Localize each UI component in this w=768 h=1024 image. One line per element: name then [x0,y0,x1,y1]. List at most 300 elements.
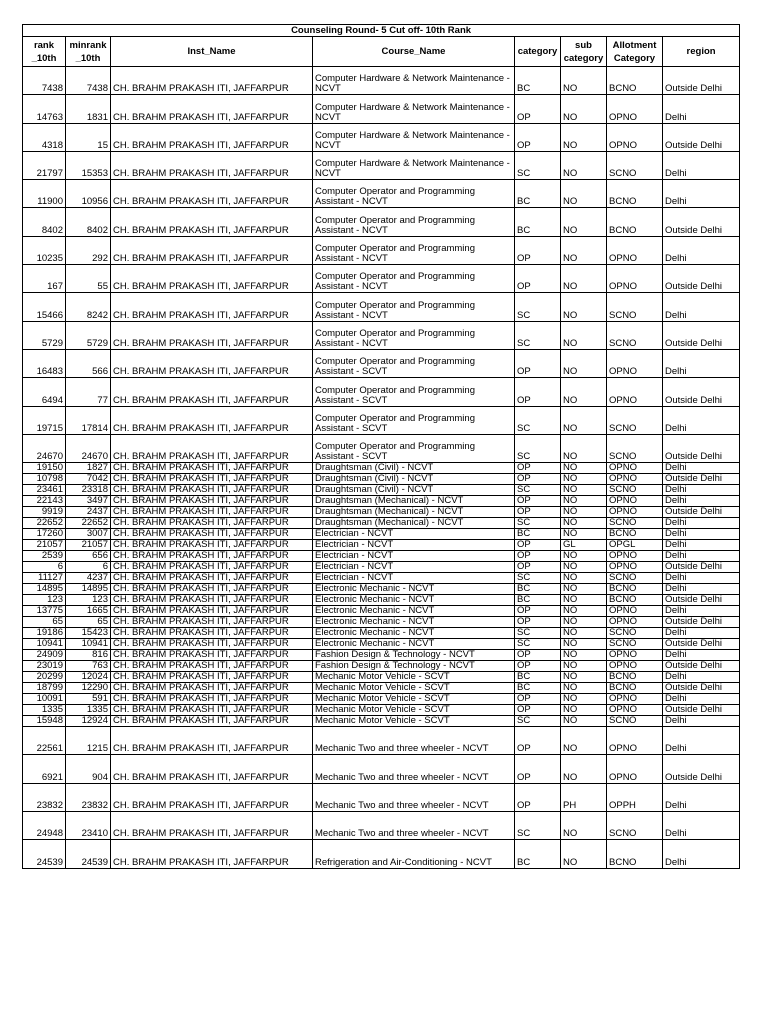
allotment-category-cell: BCNO [607,672,663,683]
allotment-category-cell: OPNO [607,507,663,518]
inst-name-cell: CH. BRAHM PRAKASH ITI, JAFFARPUR [111,265,313,293]
table-row [23,584,740,595]
category-cell: OP [515,650,561,661]
table-row [23,606,740,617]
region-cell: Delhi [663,236,740,264]
region-cell: Delhi [663,406,740,434]
column-header-minrank: minrank _10th [66,37,111,67]
minrank-cell: 12924 [66,716,111,727]
minrank-cell: 123 [66,595,111,606]
minrank-cell: 10956 [66,180,111,208]
region-cell: Delhi [663,496,740,507]
table-row [23,755,740,783]
inst-name-cell: CH. BRAHM PRAKASH ITI, JAFFARPUR [111,540,313,551]
allotment-category-cell: BCNO [607,529,663,540]
inst-name-cell: CH. BRAHM PRAKASH ITI, JAFFARPUR [111,755,313,783]
course-name-cell: Mechanic Two and three wheeler - NCVT [313,783,515,811]
sub-category-cell: NO [561,463,607,474]
minrank-cell: 17814 [66,406,111,434]
category-cell: OP [515,661,561,672]
rank-cell: 167 [23,265,66,293]
category-cell: BC [515,584,561,595]
sub-category-cell: NO [561,406,607,434]
category-cell: BC [515,672,561,683]
minrank-cell: 8402 [66,208,111,236]
rank-cell: 10941 [23,639,66,650]
inst-name-cell: CH. BRAHM PRAKASH ITI, JAFFARPUR [111,727,313,755]
course-name-cell: Computer Operator and Programming Assistant - NCVT [313,293,515,321]
table-row [23,180,740,208]
course-name-cell: Mechanic Two and three wheeler - NCVT [313,727,515,755]
allotment-category-cell: OPNO [607,236,663,264]
region-cell: Delhi [663,349,740,377]
rank-cell: 18799 [23,683,66,694]
rank-cell: 21797 [23,151,66,179]
course-name-cell: Computer Operator and Programming Assistant - NCVT [313,265,515,293]
table-row [23,540,740,551]
region-cell: Delhi [663,694,740,705]
inst-name-cell: CH. BRAHM PRAKASH ITI, JAFFARPUR [111,180,313,208]
category-cell: BC [515,67,561,95]
category-cell: SC [515,485,561,496]
sub-category-cell: PH [561,783,607,811]
course-name-cell: Computer Operator and Programming Assistant - SCVT [313,378,515,406]
rank-cell: 17260 [23,529,66,540]
course-name-cell: Electrician - NCVT [313,551,515,562]
rank-cell: 24909 [23,650,66,661]
category-cell: OP [515,617,561,628]
inst-name-cell: CH. BRAHM PRAKASH ITI, JAFFARPUR [111,474,313,485]
inst-name-cell: CH. BRAHM PRAKASH ITI, JAFFARPUR [111,434,313,462]
category-cell: SC [515,628,561,639]
allotment-category-cell: OPNO [607,551,663,562]
sub-category-cell: NO [561,349,607,377]
allotment-category-cell: SCNO [607,293,663,321]
rank-cell: 24539 [23,840,66,868]
sub-category-cell: NO [561,180,607,208]
region-cell: Outside Delhi [663,474,740,485]
region-cell: Outside Delhi [663,639,740,650]
sub-category-cell: NO [561,485,607,496]
course-name-cell: Electronic Mechanic - NCVT [313,617,515,628]
minrank-cell: 23318 [66,485,111,496]
inst-name-cell: CH. BRAHM PRAKASH ITI, JAFFARPUR [111,349,313,377]
course-name-cell: Computer Operator and Programming Assistant - SCVT [313,349,515,377]
rank-cell: 20299 [23,672,66,683]
region-cell: Delhi [663,650,740,661]
category-cell: SC [515,434,561,462]
course-name-cell: Mechanic Two and three wheeler - NCVT [313,812,515,840]
minrank-cell: 24539 [66,840,111,868]
course-name-cell: Mechanic Motor Vehicle - SCVT [313,716,515,727]
rank-cell: 5729 [23,321,66,349]
category-cell: BC [515,208,561,236]
column-header-sub-category: sub category [561,37,607,67]
rank-cell: 1335 [23,705,66,716]
minrank-cell: 1831 [66,95,111,123]
sub-category-cell: GL [561,540,607,551]
inst-name-cell: CH. BRAHM PRAKASH ITI, JAFFARPUR [111,236,313,264]
allotment-category-cell: BCNO [607,595,663,606]
table-row [23,434,740,462]
course-name-cell: Mechanic Two and three wheeler - NCVT [313,755,515,783]
sub-category-cell: NO [561,529,607,540]
allotment-category-cell: OPNO [607,474,663,485]
category-cell: OP [515,474,561,485]
inst-name-cell: CH. BRAHM PRAKASH ITI, JAFFARPUR [111,783,313,811]
sub-category-cell: NO [561,378,607,406]
minrank-cell: 24670 [66,434,111,462]
category-cell: OP [515,755,561,783]
region-cell: Delhi [663,840,740,868]
course-name-cell: Computer Operator and Programming Assistant - SCVT [313,406,515,434]
region-cell: Delhi [663,628,740,639]
course-name-cell: Refrigeration and Air-Conditioning - NCVT [313,840,515,868]
header-row [23,37,740,67]
region-cell: Outside Delhi [663,321,740,349]
minrank-cell: 6 [66,562,111,573]
course-name-cell: Computer Hardware & Network Maintenance - NCVT [313,67,515,95]
allotment-category-cell: OPNO [607,650,663,661]
minrank-cell: 8242 [66,293,111,321]
allotment-category-cell: OPNO [607,265,663,293]
allotment-category-cell: OPNO [607,755,663,783]
allotment-category-cell: OPNO [607,562,663,573]
rank-cell: 23832 [23,783,66,811]
rank-cell: 7438 [23,67,66,95]
course-name-cell: Computer Operator and Programming Assistant - NCVT [313,180,515,208]
course-name-cell: Electronic Mechanic - NCVT [313,639,515,650]
table-row [23,496,740,507]
sub-category-cell: NO [561,628,607,639]
minrank-cell: 904 [66,755,111,783]
category-cell: SC [515,518,561,529]
minrank-cell: 292 [66,236,111,264]
sub-category-cell: NO [561,716,607,727]
region-cell: Outside Delhi [663,208,740,236]
table-row [23,694,740,705]
table-row [23,672,740,683]
minrank-cell: 763 [66,661,111,672]
course-name-cell: Fashion Design & Technology - NCVT [313,661,515,672]
course-name-cell: Mechanic Motor Vehicle - SCVT [313,694,515,705]
sub-category-cell: NO [561,672,607,683]
inst-name-cell: CH. BRAHM PRAKASH ITI, JAFFARPUR [111,672,313,683]
course-name-cell: Electronic Mechanic - NCVT [313,628,515,639]
category-cell: OP [515,727,561,755]
allotment-category-cell: BCNO [607,683,663,694]
inst-name-cell: CH. BRAHM PRAKASH ITI, JAFFARPUR [111,95,313,123]
region-cell: Delhi [663,716,740,727]
allotment-category-cell: SCNO [607,812,663,840]
inst-name-cell: CH. BRAHM PRAKASH ITI, JAFFARPUR [111,551,313,562]
rank-cell: 14763 [23,95,66,123]
column-header-category: category [515,37,561,67]
sub-category-cell: NO [561,265,607,293]
minrank-cell: 816 [66,650,111,661]
rank-cell: 2539 [23,551,66,562]
inst-name-cell: CH. BRAHM PRAKASH ITI, JAFFARPUR [111,378,313,406]
category-cell: SC [515,321,561,349]
course-name-cell: Computer Hardware & Network Maintenance - NCVT [313,95,515,123]
course-name-cell: Electronic Mechanic - NCVT [313,595,515,606]
table-row [23,67,740,95]
course-name-cell: Computer Operator and Programming Assistant - NCVT [313,208,515,236]
sub-category-cell: NO [561,606,607,617]
table-row [23,650,740,661]
sub-category-cell: NO [561,507,607,518]
minrank-cell: 7042 [66,474,111,485]
region-cell: Outside Delhi [663,265,740,293]
allotment-category-cell: OPNO [607,349,663,377]
allotment-category-cell: OPNO [607,378,663,406]
rank-cell: 13775 [23,606,66,617]
minrank-cell: 1215 [66,727,111,755]
sub-category-cell: NO [561,434,607,462]
sub-category-cell: NO [561,840,607,868]
category-cell: SC [515,639,561,650]
table-row [23,463,740,474]
allotment-category-cell: BCNO [607,180,663,208]
inst-name-cell: CH. BRAHM PRAKASH ITI, JAFFARPUR [111,123,313,151]
table-row [23,529,740,540]
minrank-cell: 4237 [66,573,111,584]
inst-name-cell: CH. BRAHM PRAKASH ITI, JAFFARPUR [111,595,313,606]
region-cell: Delhi [663,95,740,123]
table-row [23,349,740,377]
rank-cell: 10091 [23,694,66,705]
table-row [23,639,740,650]
table-row [23,208,740,236]
sub-category-cell: NO [561,474,607,485]
inst-name-cell: CH. BRAHM PRAKASH ITI, JAFFARPUR [111,518,313,529]
region-cell: Delhi [663,540,740,551]
table-row [23,727,740,755]
sub-category-cell: NO [561,661,607,672]
sub-category-cell: NO [561,208,607,236]
category-cell: SC [515,812,561,840]
rank-cell: 21057 [23,540,66,551]
inst-name-cell: CH. BRAHM PRAKASH ITI, JAFFARPUR [111,562,313,573]
course-name-cell: Mechanic Motor Vehicle - SCVT [313,705,515,716]
rank-cell: 10798 [23,474,66,485]
region-cell: Outside Delhi [663,755,740,783]
course-name-cell: Computer Hardware & Network Maintenance - NCVT [313,123,515,151]
course-name-cell: Electronic Mechanic - NCVT [313,606,515,617]
table-body [23,67,740,869]
inst-name-cell: CH. BRAHM PRAKASH ITI, JAFFARPUR [111,661,313,672]
table-row [23,123,740,151]
rank-cell: 8402 [23,208,66,236]
inst-name-cell: CH. BRAHM PRAKASH ITI, JAFFARPUR [111,485,313,496]
region-cell: Delhi [663,551,740,562]
course-name-cell: Mechanic Motor Vehicle - SCVT [313,672,515,683]
sub-category-cell: NO [561,496,607,507]
rank-cell: 22561 [23,727,66,755]
inst-name-cell: CH. BRAHM PRAKASH ITI, JAFFARPUR [111,683,313,694]
course-name-cell: Electronic Mechanic - NCVT [313,584,515,595]
sub-category-cell: NO [561,639,607,650]
table-row [23,265,740,293]
category-cell: SC [515,293,561,321]
category-cell: OP [515,265,561,293]
table-row [23,562,740,573]
allotment-category-cell: SCNO [607,434,663,462]
table-row [23,661,740,672]
inst-name-cell: CH. BRAHM PRAKASH ITI, JAFFARPUR [111,716,313,727]
inst-name-cell: CH. BRAHM PRAKASH ITI, JAFFARPUR [111,840,313,868]
category-cell: OP [515,694,561,705]
region-cell: Delhi [663,463,740,474]
category-cell: OP [515,236,561,264]
rank-cell: 6494 [23,378,66,406]
allotment-category-cell: SCNO [607,573,663,584]
sheet-title: Counseling Round- 5 Cut off- 10th Rank [23,25,740,37]
course-name-cell: Draughtsman (Civil) - NCVT [313,474,515,485]
region-cell: Delhi [663,573,740,584]
allotment-category-cell: BCNO [607,208,663,236]
region-cell: Outside Delhi [663,617,740,628]
region-cell: Outside Delhi [663,562,740,573]
minrank-cell: 7438 [66,67,111,95]
rank-cell: 24670 [23,434,66,462]
rank-cell: 11900 [23,180,66,208]
course-name-cell: Computer Operator and Programming Assistant - NCVT [313,321,515,349]
sub-category-cell: NO [561,650,607,661]
allotment-category-cell: OPNO [607,661,663,672]
allotment-category-cell: OPGL [607,540,663,551]
allotment-category-cell: BCNO [607,584,663,595]
column-header-inst-name: Inst_Name [111,37,313,67]
table-row [23,705,740,716]
rank-cell: 16483 [23,349,66,377]
allotment-category-cell: OPPH [607,783,663,811]
category-cell: OP [515,349,561,377]
inst-name-cell: CH. BRAHM PRAKASH ITI, JAFFARPUR [111,650,313,661]
sub-category-cell: NO [561,67,607,95]
region-cell: Delhi [663,151,740,179]
inst-name-cell: CH. BRAHM PRAKASH ITI, JAFFARPUR [111,496,313,507]
category-cell: OP [515,540,561,551]
minrank-cell: 77 [66,378,111,406]
category-cell: OP [515,551,561,562]
table-row [23,783,740,811]
sub-category-cell: NO [561,584,607,595]
category-cell: OP [515,95,561,123]
region-cell: Outside Delhi [663,705,740,716]
category-cell: OP [515,496,561,507]
rank-cell: 65 [23,617,66,628]
inst-name-cell: CH. BRAHM PRAKASH ITI, JAFFARPUR [111,406,313,434]
course-name-cell: Electrician - NCVT [313,529,515,540]
inst-name-cell: CH. BRAHM PRAKASH ITI, JAFFARPUR [111,584,313,595]
table-row [23,812,740,840]
table-row [23,683,740,694]
sub-category-cell: NO [561,694,607,705]
minrank-cell: 5729 [66,321,111,349]
category-cell: BC [515,595,561,606]
inst-name-cell: CH. BRAHM PRAKASH ITI, JAFFARPUR [111,67,313,95]
allotment-category-cell: OPNO [607,606,663,617]
sub-category-cell: NO [561,755,607,783]
region-cell: Delhi [663,584,740,595]
course-name-cell: Electrician - NCVT [313,540,515,551]
inst-name-cell: CH. BRAHM PRAKASH ITI, JAFFARPUR [111,606,313,617]
allotment-category-cell: SCNO [607,406,663,434]
region-cell: Delhi [663,672,740,683]
allotment-category-cell: OPNO [607,496,663,507]
rank-cell: 4318 [23,123,66,151]
allotment-category-cell: SCNO [607,151,663,179]
table-row [23,321,740,349]
minrank-cell: 15353 [66,151,111,179]
sub-category-cell: NO [561,617,607,628]
table-row [23,573,740,584]
sub-category-cell: NO [561,518,607,529]
allotment-category-cell: OPNO [607,705,663,716]
region-cell: Delhi [663,606,740,617]
inst-name-cell: CH. BRAHM PRAKASH ITI, JAFFARPUR [111,321,313,349]
column-header-course-name: Course_Name [313,37,515,67]
rank-cell: 9919 [23,507,66,518]
inst-name-cell: CH. BRAHM PRAKASH ITI, JAFFARPUR [111,529,313,540]
sub-category-cell: NO [561,812,607,840]
rank-cell: 11127 [23,573,66,584]
allotment-category-cell: OPNO [607,727,663,755]
category-cell: OP [515,606,561,617]
allotment-category-cell: OPNO [607,694,663,705]
region-cell: Delhi [663,812,740,840]
table-row [23,628,740,639]
table-row [23,551,740,562]
inst-name-cell: CH. BRAHM PRAKASH ITI, JAFFARPUR [111,812,313,840]
course-name-cell: Draughtsman (Civil) - NCVT [313,485,515,496]
course-name-cell: Computer Operator and Programming Assistant - NCVT [313,236,515,264]
inst-name-cell: CH. BRAHM PRAKASH ITI, JAFFARPUR [111,705,313,716]
course-name-cell: Electrician - NCVT [313,562,515,573]
minrank-cell: 656 [66,551,111,562]
minrank-cell: 2437 [66,507,111,518]
minrank-cell: 15423 [66,628,111,639]
table-row [23,840,740,868]
minrank-cell: 55 [66,265,111,293]
rank-cell: 15948 [23,716,66,727]
category-cell: SC [515,716,561,727]
sub-category-cell: NO [561,727,607,755]
region-cell: Delhi [663,783,740,811]
region-cell: Outside Delhi [663,123,740,151]
region-cell: Delhi [663,485,740,496]
region-cell: Outside Delhi [663,434,740,462]
minrank-cell: 23410 [66,812,111,840]
table-row [23,406,740,434]
minrank-cell: 3497 [66,496,111,507]
sub-category-cell: NO [561,236,607,264]
category-cell: SC [515,573,561,584]
table-row [23,95,740,123]
category-cell: OP [515,705,561,716]
allotment-category-cell: BCNO [607,840,663,868]
category-cell: OP [515,378,561,406]
allotment-category-cell: OPNO [607,617,663,628]
region-cell: Delhi [663,529,740,540]
rank-cell: 23461 [23,485,66,496]
course-name-cell: Draughtsman (Civil) - NCVT [313,463,515,474]
inst-name-cell: CH. BRAHM PRAKASH ITI, JAFFARPUR [111,617,313,628]
category-cell: SC [515,151,561,179]
allotment-category-cell: SCNO [607,716,663,727]
sub-category-cell: NO [561,573,607,584]
